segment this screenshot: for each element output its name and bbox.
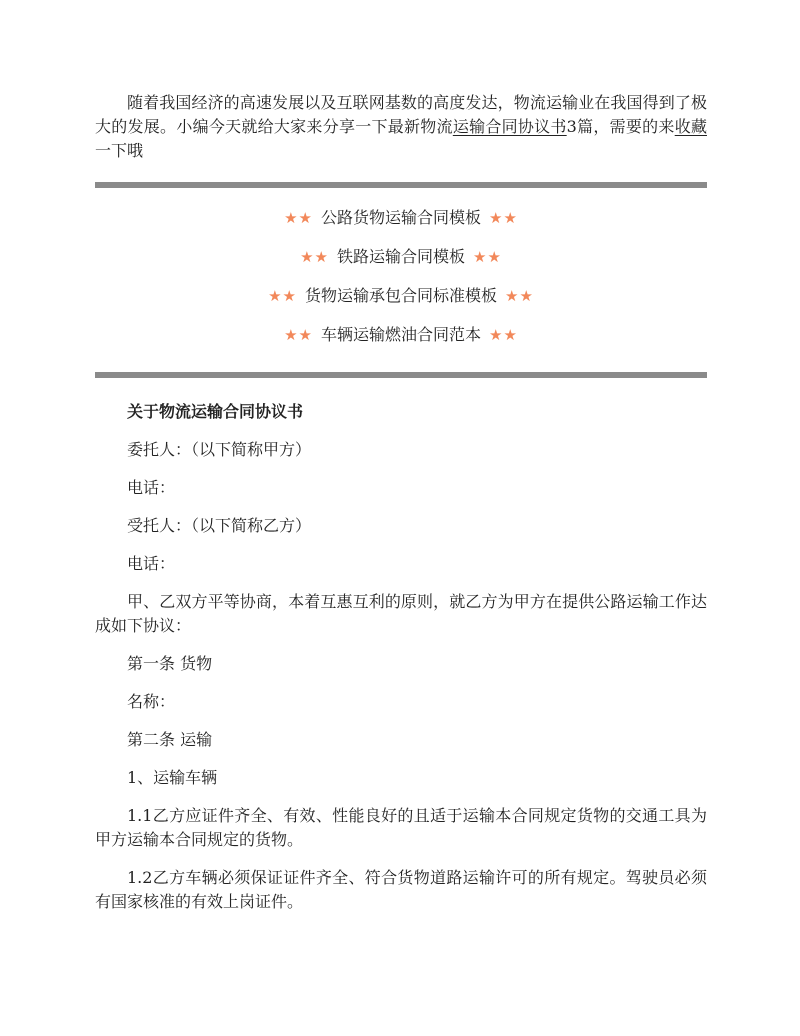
intro-text-middle: 3篇，需要的来 <box>566 117 675 136</box>
article-1-heading: 第一条 货物 <box>127 654 213 673</box>
client-phone-line: 电话： <box>127 478 176 497</box>
star-icon: ★★ <box>300 248 329 266</box>
goods-name-line: 名称： <box>127 692 176 711</box>
related-link-item[interactable] <box>95 323 707 362</box>
vehicle-subheading: 1、运输车辆 <box>127 768 218 787</box>
star-icon: ★★ <box>284 209 313 227</box>
star-icon: ★★ <box>268 287 297 305</box>
related-link-label[interactable]: 货物运输承包合同标准模板 <box>304 286 497 305</box>
star-icon: ★★ <box>489 209 518 227</box>
related-link-item[interactable] <box>95 206 707 245</box>
star-icon: ★★ <box>505 287 534 305</box>
star-icon: ★★ <box>473 248 502 266</box>
top-divider <box>95 182 707 188</box>
agreement-intro: 甲、乙双方平等协商，本着互惠互利的原则，就乙方为甲方在提供公路运输工作达成如下协议： <box>95 592 707 635</box>
favorite-link[interactable]: 收藏 <box>674 117 707 136</box>
article-body <box>95 400 707 914</box>
contract-link[interactable]: 运输合同协议书 <box>452 117 567 136</box>
clause-1-1: 1.1乙方应证件齐全、有效、性能良好的且适于运输本合同规定货物的交通工具为甲方运输本合同规定的货物。 <box>95 806 707 849</box>
related-link-item[interactable] <box>95 284 707 323</box>
article-2-heading: 第二条 运输 <box>127 730 213 749</box>
star-icon: ★★ <box>284 326 313 344</box>
article-title: 关于物流运输合同协议书 <box>127 402 304 421</box>
related-link-item[interactable] <box>95 245 707 284</box>
related-link-label[interactable]: 车辆运输燃油合同范本 <box>320 325 481 344</box>
intro-paragraph <box>95 91 707 163</box>
related-link-label[interactable]: 公路货物运输合同模板 <box>320 208 481 227</box>
intro-text-before: 随着我国经济的高速发展以及互联网基数的高度发达，物流运输业在我国得到了极大的发展。小编今天就给大家来分享一下最新物流 <box>95 93 707 136</box>
agent-phone-line: 电话： <box>127 554 176 573</box>
related-links <box>95 206 707 362</box>
related-link-label[interactable]: 铁路运输合同模板 <box>336 247 465 266</box>
clause-1-2: 1.2乙方车辆必须保证证件齐全、符合货物道路运输许可的所有规定。驾驶员必须有国家核准的有效上岗证件。 <box>95 868 707 911</box>
agent-line: 受托人：（以下简称乙方） <box>127 516 312 535</box>
bottom-divider <box>95 372 707 378</box>
client-line: 委托人：（以下简称甲方） <box>127 440 312 459</box>
star-icon: ★★ <box>489 326 518 344</box>
intro-text-after: 一下哦 <box>95 141 144 160</box>
